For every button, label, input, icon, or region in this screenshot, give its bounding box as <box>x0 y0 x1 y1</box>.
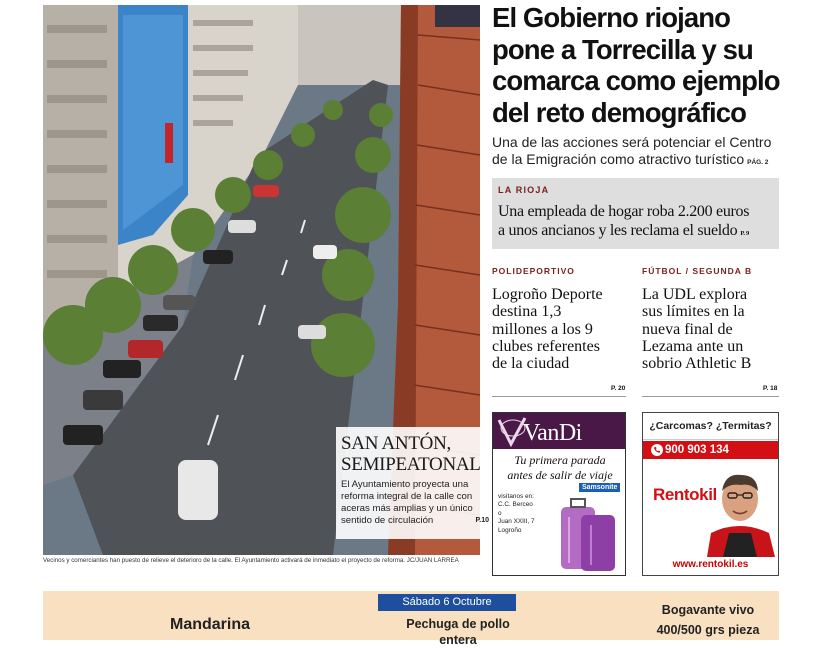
rentokil-question: ¿Carcomas? ¿Termitas? <box>643 413 778 440</box>
rioja-story-title: Una empleada de hogar roba 2.200 euros a unos ancianos y les reclama el sueldo P. 9 <box>498 203 750 239</box>
futbol-page-ref: P. 18 <box>763 385 778 392</box>
rioja-page-ref: P. 9 <box>740 229 750 237</box>
divider <box>642 396 779 397</box>
promo-item-bogavante: Bogavante vivo 400/500 grs pieza <box>656 603 760 637</box>
cover-photo <box>43 5 489 555</box>
main-headline[interactable]: El Gobierno riojano pone a Torrecilla y su comarca como ejemplo del reto demográfico <box>492 2 780 128</box>
polideportivo-page-ref: P. 20 <box>611 385 626 392</box>
divider <box>492 396 626 397</box>
futbol-section-label: FÚTBOL / SEGUNDA B <box>642 266 753 276</box>
promo-date-badge: Sábado 6 Octubre <box>378 594 516 611</box>
samsonite-label: Samsonite <box>579 483 620 492</box>
futbol-story-title: La UDL explora sus límites en la nueva final de Lezama ante un sobrio Athletic B <box>642 286 752 373</box>
vandi-ad[interactable] <box>492 412 626 576</box>
technician-avatar <box>701 459 779 557</box>
caption-title: SAN ANTÓN, SEMIPEATONAL <box>341 433 481 475</box>
photo-credit: Vecinos y comerciantes han puesto de relieve el deterioro de la calle. El Ayuntamiento activará de inmediato el proyecto de reforma. JC/JUAN LARREA <box>43 557 459 564</box>
vandi-logo-bar <box>493 413 625 449</box>
main-subhead: Una de las acciones será potenciar el Centro de la Emigración como atractivo turístico PÁG. 2 <box>492 134 772 167</box>
promo-item-mandarina: Mandarina <box>170 616 251 633</box>
vandi-tagline: Tu primera parada antes de salir de viaje <box>507 453 613 482</box>
vandi-brand-name: VanDi <box>523 420 582 446</box>
main-page-ref: PÁG. 2 <box>747 159 769 166</box>
rioja-story-box[interactable] <box>492 178 779 249</box>
phone-icon <box>651 444 663 456</box>
rentokil-phone-bar <box>643 441 778 459</box>
promo-item-pechuga: Pechuga de pollo entera <box>406 617 510 647</box>
polideportivo-story-title: Logroño Deporte destina 1,3 millones a los 9 clubes referentes de la ciudad <box>492 286 603 373</box>
polideportivo-section-label: POLIDEPORTIVO <box>492 266 575 276</box>
suitcase-icon <box>555 497 625 577</box>
rioja-section-label: LA RIOJA <box>498 185 550 195</box>
vandi-address: visítanos en: C.C. Berceo o Juan XXIII, 7 Logroño <box>498 493 535 534</box>
rentokil-phone: 900 903 134 <box>665 444 729 456</box>
photo-caption-box[interactable] <box>336 427 497 539</box>
polideportivo-story[interactable] <box>492 266 624 372</box>
rentokil-website[interactable]: www.rentokil.es <box>672 559 749 570</box>
rentokil-logo: Rentokil <box>653 485 717 504</box>
promo-strip[interactable] <box>43 591 779 647</box>
caption-page-ref: P.10 <box>475 517 489 524</box>
caption-text: El Ayuntamiento proyecta una reforma integral de la calle con aceras más amplias y un único sentido de circulación P.10 <box>341 479 489 526</box>
futbol-story[interactable] <box>642 266 774 372</box>
rentokil-ad[interactable] <box>642 412 779 576</box>
